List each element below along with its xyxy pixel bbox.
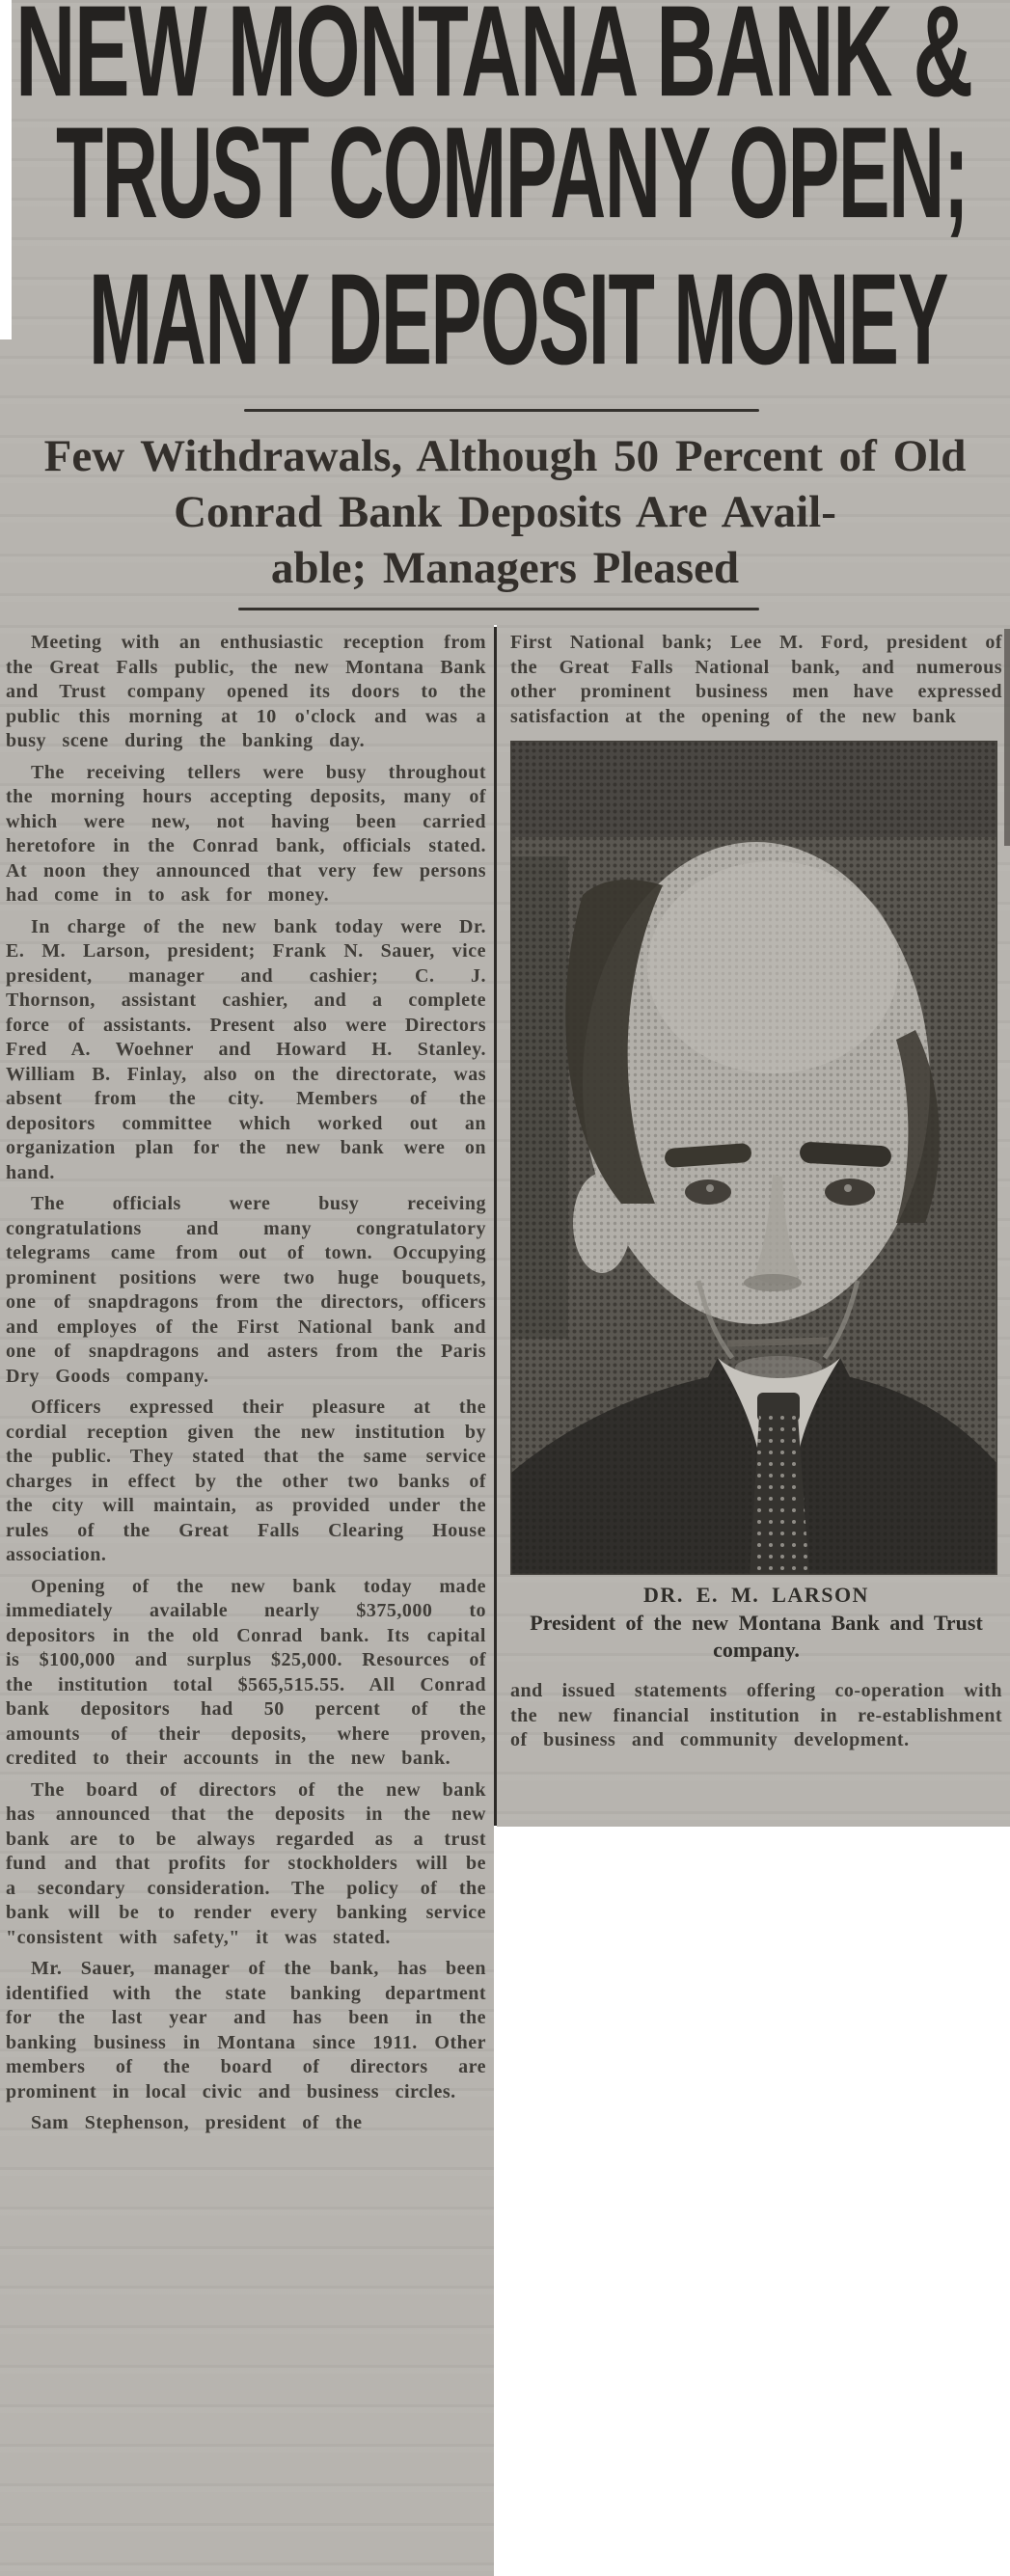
- paragraph: The board of directors of the new bank has announced that the deposits in the new bank are to be always regarded as a trust fund and that profits for stockholders will be a secondary consideration. The policy of the bank will be to render every banking service "consistent with safety," it was stated.: [6, 1778, 486, 1948]
- headline-divider-rule: [244, 409, 759, 412]
- masthead-block: [0, 0, 1010, 625]
- subheadline-line-2: Conrad Bank Deposits Are Avail-: [174, 487, 836, 537]
- closing-paragraph: and issued statements offering co-operation with the new financial institution in re-establishment of business and community development.: [510, 1680, 1002, 1750]
- scan-edge-artifact: [1004, 629, 1010, 846]
- paragraph: Officers expressed their pleasure at the cordial reception given the new institution by the public. They stated that the same service charges in effect by the other two banks of the city will maintain, as provided under the rules of the Great Falls Clearing House association.: [6, 1396, 486, 1565]
- paragraph: The officials were busy receiving congratulations and many congratulatory telegrams came from out of town. Occupying prominent positions were two huge bouquets, one of snapdragons from the directors, officers and employes of the First National bank and one of snapdragons and asters from the Paris Dry Goods company.: [6, 1193, 486, 1387]
- portrait-photo: [510, 741, 997, 1575]
- paragraph: Meeting with an enthusiastic reception from the Great Falls public, the new Montana Bank and Trust company opened its doors to the public this morning at 10 o'clock and was a busy scene during the banking day.: [6, 632, 486, 751]
- right-column: [497, 625, 1010, 1827]
- paragraph-cutoff: Sam Stephenson, president of the: [31, 2112, 363, 2133]
- subheadline-line-1: Few Withdrawals, Although 50 Percent of Old: [43, 431, 967, 481]
- paragraph: Mr. Sauer, manager of the bank, has been identified with the state banking department for the last year and has been in the banking business in Montana since 1911. Other members of the board of directors are prominent in local civic and business circles.: [6, 1958, 486, 2102]
- paragraph: Opening of the new bank today made immediately available nearly $375,000 to depositors in the old Conrad bank. Its capital is $100,000 and surplus $25,000. Resources of the institution total $565,515.55. All Conrad bank depositors had 50 percent of the amounts of their deposits, where proven, credited to their accounts in the new bank.: [6, 1575, 486, 1769]
- subheadline-divider-rule: [238, 608, 759, 610]
- subheadline: [0, 428, 1010, 596]
- continuation-paragraph: First National bank; Lee M. Ford, president of the Great Falls National bank, and numerous other prominent business men have expressed satisfaction at the opening of the new bank: [510, 632, 1002, 727]
- headline-line-3: MANY DEPOSIT MONEY: [89, 247, 948, 393]
- subheadline-line-3: able; Managers Pleased: [270, 543, 740, 593]
- photo-caption-name: DR. E. M. LARSON: [643, 1583, 869, 1607]
- portrait-photo-halftone: [510, 741, 997, 1575]
- scan-edge-notch: [0, 0, 12, 339]
- paragraph: The receiving tellers were busy throughout the morning hours accepting deposits, many of which were new, not having been carried heretofore in the Conrad bank, officials stated. At noon they announced that very few persons had come in to ask for money.: [6, 761, 486, 906]
- paragraph: In charge of the new bank today were Dr. E. M. Larson, president; Frank N. Sauer, vice president, manager and cashier; C. J. Thornson, assistant cashier, and a complete force of assistants. Present also were Directors Fred A. Woehner and Howard H. Stanley. William B. Finlay, also on the directorate, was absent from the city. Members of the depositors committee which worked out an organization plan for the new bank were on hand.: [6, 915, 486, 1183]
- left-column: [0, 625, 494, 2576]
- photo-caption-title: President of the new Montana Bank and Trust company.: [530, 1611, 983, 1662]
- headline-line-1: NEW MONTANA BANK &: [15, 0, 972, 124]
- headline-line-2: TRUST COMPANY OPEN;: [56, 100, 969, 246]
